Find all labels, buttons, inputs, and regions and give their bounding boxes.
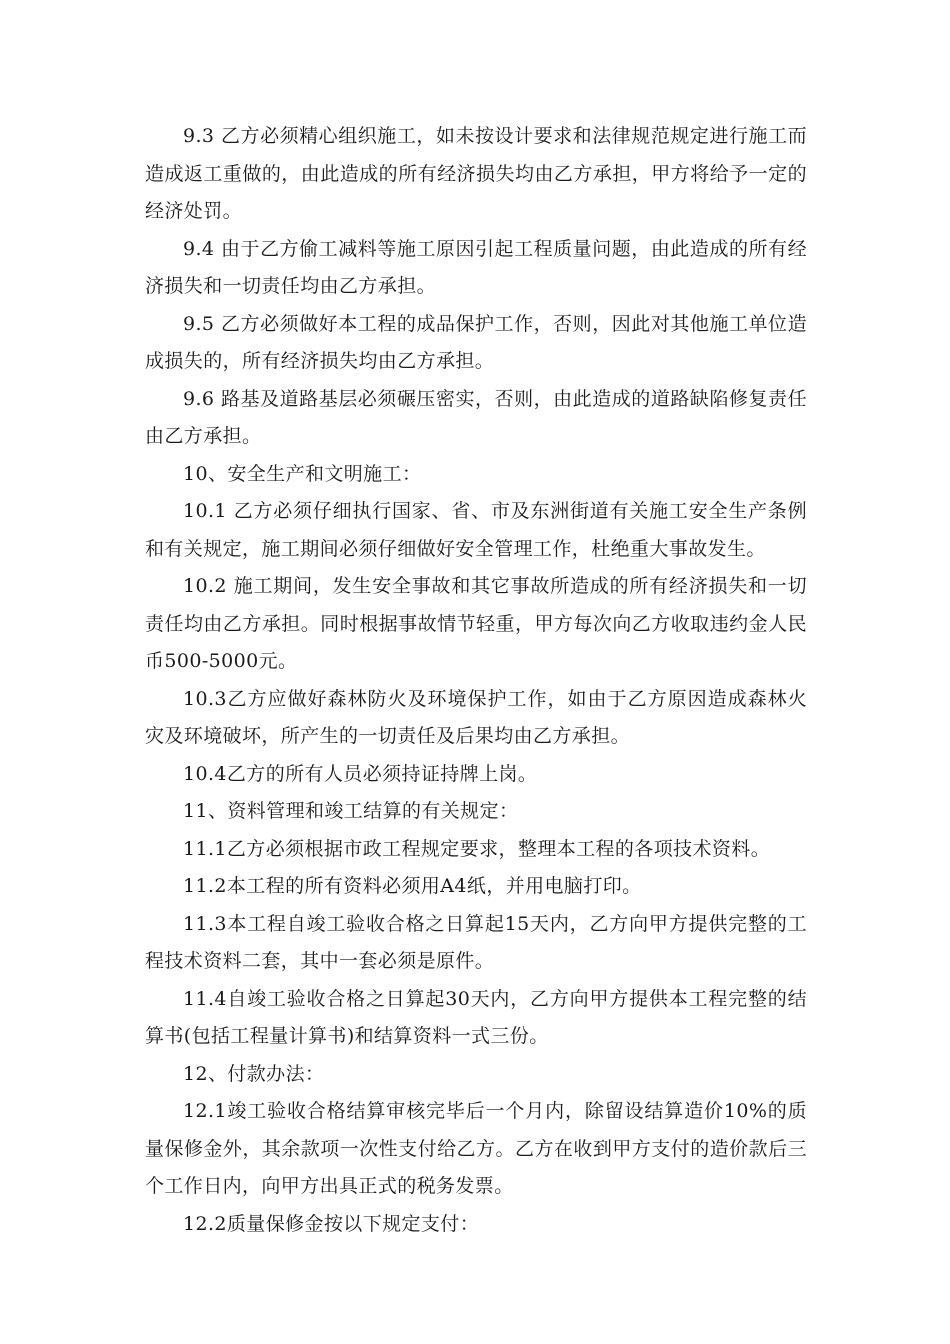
clause-10-4: 10.4乙方的所有人员必须持证持牌上岗。 [183, 762, 538, 785]
clause-10-1: 10.1 乙方必须仔细执行国家、省、市及东洲街道有关施工安全生产条例和有关规定，施工期间必须仔细做好安全管理工作，杜绝重大事故发生。 [145, 500, 807, 560]
section-heading-10: 10、安全生产和文明施工： [183, 462, 422, 485]
clause-10-3: 10.3乙方应做好森林防火及环境保护工作，如由于乙方原因造成森林火灾及环境破坏，所产生的一切责任及后果均由乙方承担。 [145, 687, 807, 747]
clause-9-6: 9.6 路基及道路基层必须碾压密实，否则，由此造成的道路缺陷修复责任由乙方承担。 [145, 387, 807, 447]
clause-11-3: 11.3本工程自竣工验收合格之日算起15天内，乙方向甲方提供完整的工程技术资料二套，其中一套必须是原件。 [145, 912, 807, 972]
clause-11-4: 11.4自竣工验收合格之日算起30天内，乙方向甲方提供本工程完整的结算书(包括工程量计算书)和结算资料一式三份。 [145, 987, 807, 1047]
clause-9-3: 9.3 乙方必须精心组织施工，如未按设计要求和法律规范规定进行施工而造成返工重做的，由此造成的所有经济损失均由乙方承担，甲方将给予一定的经济处罚。 [145, 125, 807, 222]
document-body [145, 118, 807, 1243]
clause-11-1: 11.1乙方必须根据市政工程规定要求，整理本工程的各项技术资料。 [183, 837, 771, 860]
clause-12-1: 12.1竣工验收合格结算审核完毕后一个月内，除留设结算造价10%的质量保修金外，其余款项一次性支付给乙方。乙方在收到甲方支付的造价款后三个工作日内，向甲方出具正式的税务发票。 [145, 1100, 807, 1197]
section-heading-11: 11、资料管理和竣工结算的有关规定： [183, 800, 519, 822]
clause-9-4: 9.4 由于乙方偷工减料等施工原因引起工程质量问题，由此造成的所有经济损失和一切责任均由乙方承担。 [145, 237, 807, 297]
section-heading-12: 12、付款办法： [183, 1062, 325, 1085]
clause-12-2: 12.2质量保修金按以下规定支付： [183, 1212, 480, 1235]
clause-10-2: 10.2 施工期间，发生安全事故和其它事故所造成的所有经济损失和一切责任均由乙方承担。同时根据事故情节轻重，甲方每次向乙方收取违约金人民币500-5000元。 [145, 575, 807, 672]
clause-9-5: 9.5 乙方必须做好本工程的成品保护工作，否则，因此对其他施工单位造成损失的，所有经济损失均由乙方承担。 [145, 312, 807, 372]
clause-11-2: 11.2本工程的所有资料必须用A4纸，并用电脑打印。 [183, 875, 642, 897]
